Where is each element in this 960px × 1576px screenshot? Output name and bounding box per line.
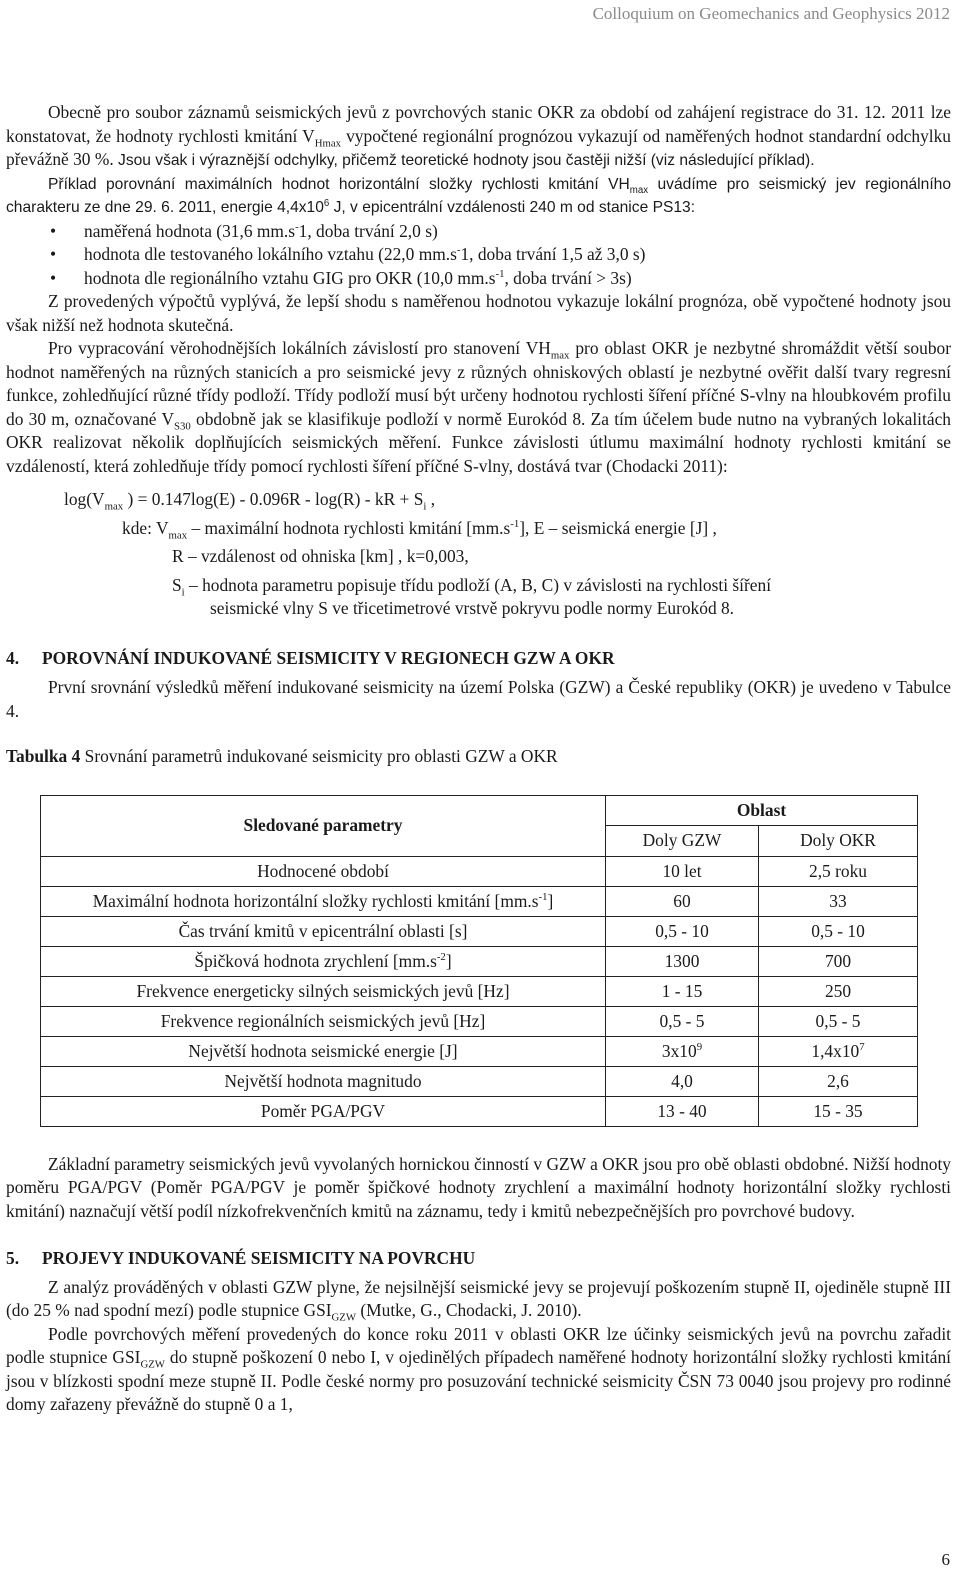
gzw-cell: 13 - 40 — [606, 1096, 759, 1126]
column-header-area: Oblast — [606, 795, 918, 826]
def3-b: – hodnota parametru popisuje třídu podloží (A, B, C) v závislosti na rychlosti šíření — [184, 574, 772, 595]
table-row — [41, 886, 918, 916]
gzw-cell: 1300 — [606, 946, 759, 976]
param-text: Maximální hodnota horizontální složky rychlosti kmitání [mm.s — [92, 890, 539, 911]
section-4-heading — [6, 647, 951, 671]
definition-vmax — [122, 517, 951, 541]
paragraph-3: Z provedených výpočtů vyplývá, že lepší shodu s naměřenou hodnotou vykazuje lokální prognóza, obě vypočtené hodnoty jsou však nižší než hodnota skutečná. — [6, 291, 951, 335]
s5p1-sub: GZW — [331, 1311, 357, 1324]
okr-cell: 0,5 - 10 — [759, 916, 918, 946]
okr-cell: 700 — [759, 946, 918, 976]
table-caption-text: Srovnání parametrů indukované seismicity pro oblasti GZW a OKR — [80, 746, 558, 766]
p4-b: pro oblast OKR je nezbytné shromáždit větší soubor hodnot naměřených na různých stanicích a pro seismické jevy z různých ohniskových oblastí je nezbytné ověřit další tvary regresní funkce, zohledňující různé třídy podloží. Třídy podloží musí být určeny hodnotou rychlosti šíření příčné S-vlny na hloubkovém profilu do 30 m, označované V — [6, 338, 951, 429]
p2-c: 2011, energie 4,4x10 — [174, 199, 324, 216]
section-4-number: 4. — [6, 647, 20, 668]
p2-d: J, v epicentrální vzdálenosti 240 m od stanice PS13: — [329, 199, 696, 216]
param-cell — [41, 946, 606, 976]
param-cell: Největší hodnota magnitudo — [41, 1066, 606, 1096]
bullet-text: hodnota dle regionálního vztahu GIG pro OKR (10,0 mm.s — [84, 267, 496, 288]
p4-a: Pro vypracování věrohodnějších lokálních závislostí pro stanovení VH — [48, 338, 551, 358]
formula-b: ) = 0.147log(E) - 0.096R - log(R) - kR + S — [123, 489, 424, 509]
paragraph-2 — [6, 173, 951, 220]
param-end: ] — [547, 890, 554, 911]
formula-sub: max — [104, 500, 124, 513]
okr-cell: 15 - 35 — [759, 1096, 918, 1126]
section-5-paragraph-1 — [6, 1276, 951, 1323]
section-5-heading — [6, 1247, 951, 1271]
bullet-text-end: , doba trvání > 3s) — [504, 267, 632, 288]
p4-c: obdobně jak se klasifikuje podloží v normě Eurokód 8. Za tím účelem bude nutno na vybraných lokalitách OKR realizovat několik doplňujících seismických měření. Funkce závislosti útlumu maximální hodnoty rychlosti kmitání se vzdáleností, která zohledňuje třídy pomocí rychlosti šíření příčné S-vlny, dostává tvar (Chodacki 2011): — [6, 408, 951, 476]
bullet-sup: -1 — [495, 267, 505, 280]
param-cell: Poměr PGA/PGV — [41, 1096, 606, 1126]
param-sup: -1 — [538, 890, 548, 903]
def1-c: ], E – seismická energie [J] , — [519, 517, 717, 538]
p2-sub: max — [629, 184, 649, 196]
paragraph-after-table: Základní parametry seismických jevů vyvolaných hornickou činností v GZW a OKR jsou pro obě oblasti obdobné. Nižší hodnoty poměru PGA/PGV (Poměr PGA/PGV je poměr špičkové hodnoty zrychlení a maximální hodnoty horizontální složky rychlosti kmitání) naznačují větší podíl nízkofrekvenčních kmitů na záznamu, tedy i kmitů nebezpečnějších pro povrchové budovy. — [6, 1153, 951, 1221]
p1-rest: vypočtené regionální prognózou vykazují od naměřených hodnot standardní odchylku převážně 30 %. — [6, 125, 951, 169]
p2-b: uvádíme pro seismický jev regionálního charakteru ze dne 29. 6. — [6, 175, 952, 216]
comparison-table — [40, 795, 918, 1127]
gzw-sup: 9 — [696, 1040, 703, 1053]
formula-sub2: i — [423, 500, 427, 513]
param-text: Špičková hodnota zrychlení [mm.s — [194, 950, 437, 971]
def1-a: kde: V — [122, 517, 169, 538]
p2-sup: 6 — [323, 197, 330, 209]
formula — [64, 488, 951, 512]
p1-sub: Hmax — [314, 136, 342, 149]
okr-text: 1,4x10 — [811, 1040, 860, 1061]
p4-sub1: max — [550, 349, 570, 362]
okr-sup: 7 — [859, 1040, 865, 1053]
formula-a: log(V — [64, 489, 105, 509]
def1-sup: -1 — [510, 517, 520, 530]
section-5-number: 5. — [6, 1248, 20, 1268]
table-row — [41, 1096, 918, 1126]
list-item — [6, 220, 951, 244]
table-caption — [6, 745, 951, 769]
section-5-title: PROJEVY INDUKOVANÉ SEISMICITY NA POVRCHU — [42, 1248, 476, 1268]
okr-cell: 33 — [759, 886, 918, 916]
okr-cell: 2,5 roku — [759, 856, 918, 886]
table-row — [41, 916, 918, 946]
p2-a: Příklad porovnání maximálních hodnot horizontální složky rychlosti kmitání VH — [48, 175, 630, 193]
bullet-text-end: 1, doba trvání 1,5 až 3,0 s) — [460, 244, 646, 264]
bullet-sup: - — [456, 244, 461, 257]
section-5-paragraph-2 — [6, 1323, 951, 1417]
paragraph-4 — [6, 337, 951, 478]
s5p1-a: Z analýz prováděných v oblasti GZW plyne, že nejsilnější seismické jevy se projevují poškozením stupně II, ojediněle stupně III (do 25 % nad spodní mezí) podle stupnice GSI — [6, 1276, 951, 1320]
table-row — [41, 1006, 918, 1036]
def1-b: – maximální hodnota rychlosti kmitání [mm.s — [187, 517, 511, 538]
bullet-text-end: 1, doba trvání 2,0 s) — [298, 220, 438, 241]
okr-cell: 0,5 - 5 — [759, 1006, 918, 1036]
s5p2-b: do stupně poškození 0 nebo I, v ojedinělých případech naměřené hodnoty horizontální složky rychlosti kmitání jsou v blízkosti spodní meze stupně II. Podle české normy pro posuzování technické seismicity ČSN 73 0040 jsou projevy pro rodinné domy zařazeny převážně do stupně 0 a 1, — [6, 1347, 952, 1414]
definition-r: R – vzdálenost od ohniska [km] , k=0,003, — [172, 546, 469, 566]
definition-si-cont: seismické vlny S ve třicetimetrové vrstvě pokryvu podle normy Eurokód 8. — [210, 598, 735, 618]
okr-cell: 2,6 — [759, 1066, 918, 1096]
def1-sub: max — [168, 528, 188, 541]
running-header: Colloquium on Geomechanics and Geophysics 2012 — [592, 4, 950, 23]
p1-text: Obecně pro soubor záznamů seismických jevů z povrchových stanic OKR za období od zahájení registrace do 31. 12. 2011 lze konstatovat, že hodnoty rychlosti kmitání V — [6, 102, 951, 146]
gzw-cell: 0,5 - 5 — [606, 1006, 759, 1036]
formula-c: , — [426, 489, 436, 509]
gzw-cell: 60 — [606, 886, 759, 916]
bullet-sup: - — [295, 220, 299, 233]
column-header-parameters: Sledované parametry — [41, 795, 606, 856]
param-sup: -2 — [436, 950, 446, 963]
list-item — [6, 243, 951, 267]
gzw-cell: 0,5 - 10 — [606, 916, 759, 946]
def3-a: S — [172, 574, 182, 595]
gzw-cell — [606, 1036, 759, 1066]
param-cell — [41, 886, 606, 916]
section-4-title: POROVNÁNÍ INDUKOVANÉ SEISMICITY V REGIONECH GZW A OKR — [42, 647, 615, 668]
definition-si — [172, 574, 951, 598]
bullet-text: naměřená hodnota (31,6 mm.s — [84, 220, 296, 241]
param-cell: Hodnocené období — [41, 856, 606, 886]
gzw-cell: 4,0 — [606, 1066, 759, 1096]
s5p1-b: (Mutke, G., Chodacki, J. 2010). — [356, 1300, 582, 1320]
p4-sub2: S30 — [174, 419, 191, 432]
gzw-cell: 1 - 15 — [606, 976, 759, 1006]
paragraph-1 — [6, 101, 951, 173]
column-header-gzw: Doly GZW — [606, 826, 759, 857]
table-row — [41, 976, 918, 1006]
page-number: 6 — [941, 1550, 950, 1569]
table-row — [41, 1036, 918, 1066]
gzw-cell: 10 let — [606, 856, 759, 886]
page-body — [6, 101, 951, 1417]
bullet-list — [6, 220, 951, 291]
table-row — [41, 946, 918, 976]
table-row — [41, 856, 918, 886]
table-row — [41, 1066, 918, 1096]
s5p2-sub: GZW — [140, 1358, 165, 1371]
bullet-text: hodnota dle testovaného lokálního vztahu (22,0 mm.s — [84, 244, 457, 264]
param-cell: Frekvence energeticky silných seismických jevů [Hz] — [41, 976, 606, 1006]
table-caption-label: Tabulka 4 — [6, 746, 81, 766]
param-cell: Čas trvání kmitů v epicentrální oblasti [s] — [41, 916, 606, 946]
p1-sans: Jsou však i výraznější odchylky, přičemž teoretické hodnoty jsou častěji nižší (viz následující příklad). — [113, 152, 815, 169]
param-end: ] — [445, 950, 452, 971]
okr-cell: 250 — [759, 976, 918, 1006]
column-header-okr: Doly OKR — [759, 826, 918, 857]
param-cell: Největší hodnota seismické energie [J] — [41, 1036, 606, 1066]
section-4-text: První srovnání výsledků měření indukované seismicity na území Polska (GZW) a České republiky (OKR) je uvedeno v Tabulce 4. — [6, 677, 951, 721]
param-cell: Frekvence regionálních seismických jevů [Hz] — [41, 1006, 606, 1036]
okr-cell — [759, 1036, 918, 1066]
gzw-text: 3x10 — [661, 1040, 697, 1061]
list-item — [6, 267, 951, 291]
def3-sub: i — [181, 585, 185, 598]
s5p2-a: Podle povrchových měření provedených do konce roku 2011 v oblasti OKR lze účinky seismických jevů na povrchu zařadit podle stupnice GSI — [6, 1323, 951, 1367]
